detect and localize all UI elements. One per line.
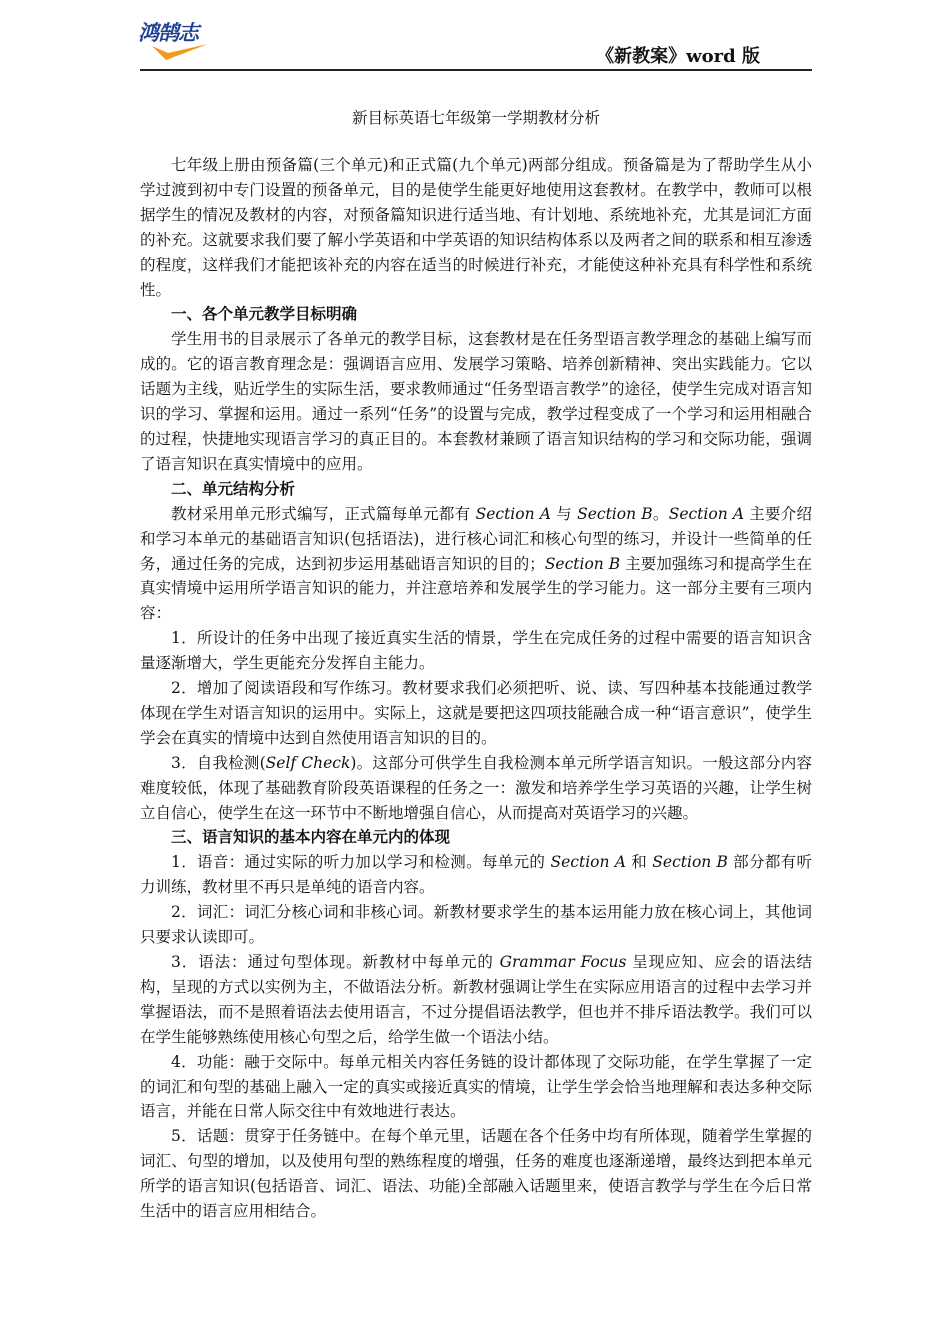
intro-paragraph: 七年级上册由预备篇(三个单元)和正式篇(九个单元)两部分组成。预备篇是为了帮助学生从小学过渡到初中专门设置的预备单元，目的是使学生能更好地使用这套教材。在教学中，教师可以根据学生的情况及教材的内容，对预备篇知识进行适当地、有计划地、系统地补充，尤其是词汇方面的补充。这就要求我们要了解小学英语和中学英语的知识结构体系以及两者之间的联系和相互渗透的程度，这样我们才能把该补充的内容在适当的时候进行补充，才能使这种补充具有科学性和系统性。 <box>140 156 812 299</box>
section3-item-1: 1．语音：通过实际的听力加以学习和检测。每单元的 Section A 和 Section B 部分都有听力训练，教材里不再只是单纯的语音内容。 <box>140 853 812 897</box>
section1-paragraph: 学生用书的目录展示了各单元的教学目标，这套教材是在任务型语言教学理念的基础上编写而成的。它的语言教育理念是：强调语言应用、发展学习策略、培养创新精神、突出实践能力。它以话题为主线，贴近学生的实际生活，要求教师通过“任务型语言教学”的途径，使学生完成对语言知识的学习、掌握和运用。通过一系列“任务”的设置与完成，教学过程变成了一个学习和运用相融合的过程，快捷地实现语言学习的真正目的。本套教材兼顾了语言知识结构的学习和交际功能，强调了语言知识在真实情境中的应用。 <box>140 330 812 473</box>
logo-checkmark-icon <box>150 43 212 63</box>
section-heading-2: 二、单元结构分析 <box>171 479 296 498</box>
section3-item-3: 3．语法：通过句型体现。新教材中每单元的 Grammar Focus 呈现应知、应会的语法结构，呈现的方式以实例为主，不做语法分析。新教材强调让学生在实际应用语言的过程中去学习并掌握语法，而不是照着语法去使用语言，不过分提倡语法教学，但也并不排斥语法教学。我们可以在学生能够熟练使用核心句型之后，给学生做一个语法小结。 <box>140 953 812 1046</box>
logo-text: 鸿鹄志 <box>138 21 198 45</box>
doc-label: 《新教案》word 版 <box>596 46 760 67</box>
section2-item-3: 3．自我检测(Self Check)。这部分可供学生自我检测本单元所学语言知识。一般这部分内容难度较低，体现了基础教育阶段英语课程的任务之一：激发和培养学生学习英语的兴趣，让学生树立自信心，使学生在这一环节中不断地增强自信心，从而提高对英语学习的兴趣。 <box>140 753 812 822</box>
section3-item-2: 2．词汇：词汇分核心词和非核心词。新教材要求学生的基本运用能力放在核心词上，其他词只要求认读即可。 <box>140 903 812 947</box>
section-heading-1: 一、各个单元教学目标明确 <box>171 305 358 324</box>
section3-item-4: 4．功能：融于交际中。每单元相关内容任务链的设计都体现了交际功能，在学生掌握了一定的词汇和句型的基础上融入一定的真实或接近真实的情境，让学生学会恰当地理解和表达多种交际语言，并能在日常人际交往中有效地进行表达。 <box>140 1052 812 1121</box>
header-divider <box>140 69 812 71</box>
section2-item-2: 2．增加了阅读语段和写作练习。教材要求我们必须把听、说、读、写四种基本技能通过教学体现在学生对语言知识的运用中。实际上，这就是要把这四项技能融合成一种“语言意识”，使学生学会在真实的情境中达到自然使用语言知识的目的。 <box>140 679 812 747</box>
section2-paragraph: 教材采用单元形式编写，正式篇每单元都有 Section A 与 Section B。Section A 主要介绍和学习本单元的基础语言知识(包括语法)，进行核心词汇和核心句型的练习，并设计一些简单的任务，通过任务的完成，达到初步运用基础语言知识的目的；Section B 主要加强练习和提高学生在真实情境中运用所学语言知识的能力，并注意培养和发展学生的学习能力。这一部分主要有三项内容： <box>140 504 813 623</box>
page-title: 新目标英语七年级第一学期教材分析 <box>351 109 600 127</box>
section-heading-3: 三、语言知识的基本内容在单元内的体现 <box>171 828 451 847</box>
section3-item-5: 5．话题：贯穿于任务链中。在每个单元里，话题在各个任务中均有所体现，随着学生掌握的词汇、句型的增加，以及使用句型的熟练程度的增强，任务的难度也逐渐递增，最终达到把本单元所学的语言知识(包括语音、词汇、语法、功能)全部融入话题里来，使语言教学与学生在今后日常生活中的语言应用相结合。 <box>140 1127 812 1221</box>
document-body <box>140 153 812 1224</box>
logo <box>138 20 238 66</box>
section2-item-1: 1．所设计的任务中出现了接近真实生活的情景，学生在完成任务的过程中需要的语言知识含量逐渐增大，学生更能充分发挥自主能力。 <box>140 629 812 673</box>
